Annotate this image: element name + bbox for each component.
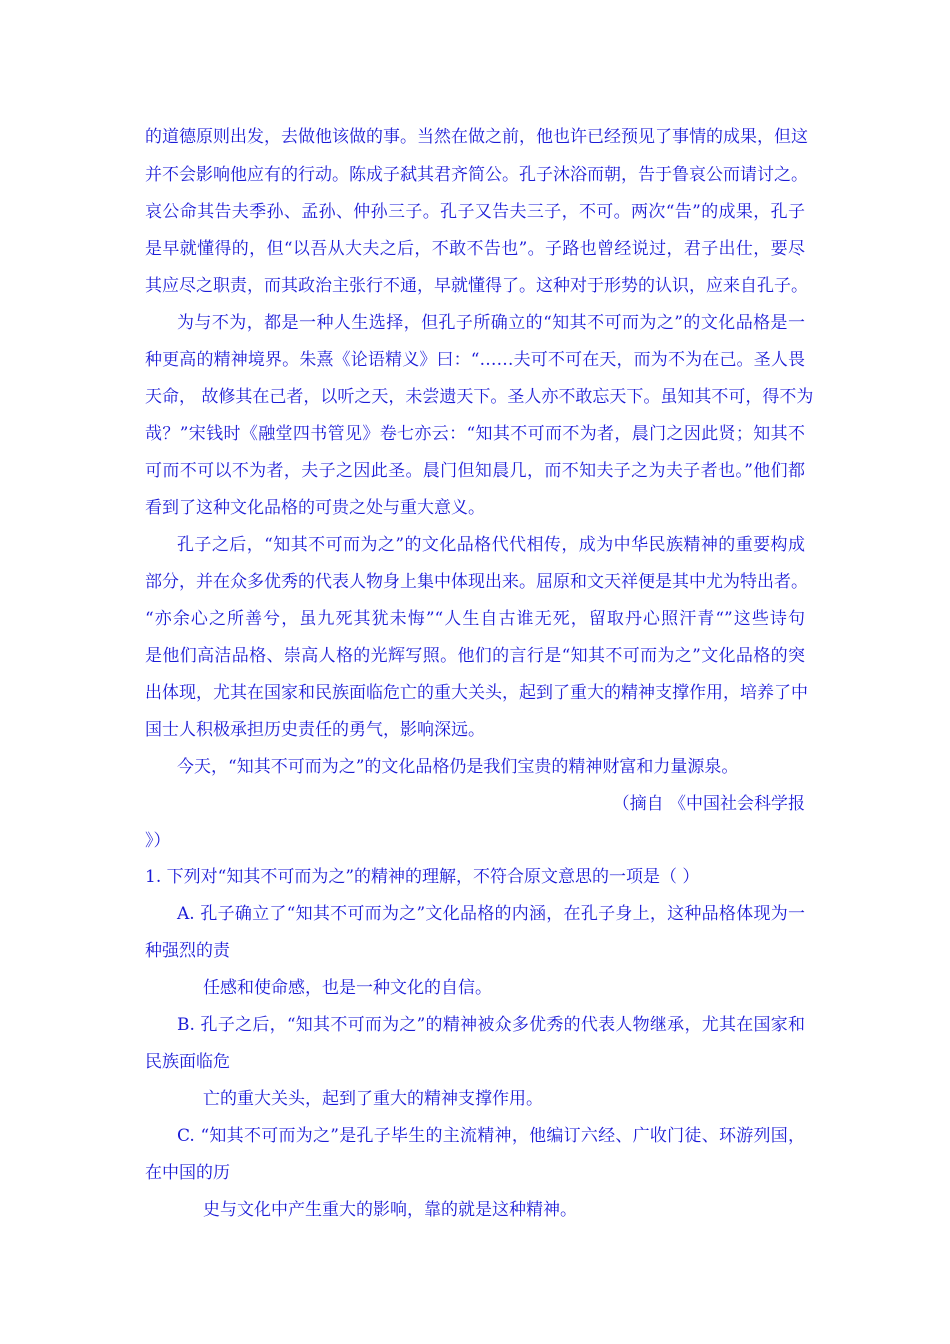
option-a-line3: 任感和使命感，也是一种文化的自信。: [203, 978, 492, 998]
source-citation-end: 》）: [145, 831, 171, 851]
option-c-line2: 在中国的历: [145, 1163, 230, 1183]
passage-line: 是早就懂得的，但“以吾从大夫之后，不敢不告也”。子路也曾经说过，君子出仕，要尽: [145, 239, 805, 259]
paragraph-start: 孔子之后，“知其不可而为之”的文化品格代代相传，成为中华民族精神的重要构成: [177, 535, 805, 555]
question-stem: 1. 下列对“知其不可而为之”的精神的理解，不符合原文意思的一项是（ ）: [145, 867, 700, 887]
passage-line: 其应尽之职责，而其政治主张行不通，早就懂得了。这种对于形势的认识，应来自孔子。: [145, 276, 808, 296]
passage-line: 哀公命其告夫季孙、孟孙、仲孙三子。孔子又告夫三子，不可。两次“告”的成果，孔子: [145, 202, 805, 222]
passage-line: 出体现，尤其在国家和民族面临危亡的重大关头，起到了重大的精神支撑作用，培养了中: [145, 683, 808, 703]
paragraph-start: 今天，“知其不可而为之”的文化品格仍是我们宝贵的精神财富和力量源泉。: [177, 757, 739, 777]
option-c-line3: 史与文化中产生重大的影响，靠的就是这种精神。: [203, 1200, 577, 1220]
passage-line: “亦余心之所善兮，虽九死其犹未悔”“人生自古谁无死，留取丹心照汗青“”这些诗句: [145, 609, 805, 629]
source-citation: （摘自 《中国社会科学报: [612, 794, 805, 814]
passage-line: 国士人积极承担历史责任的勇气，影响深远。: [145, 720, 485, 740]
option-c-line1: C. “知其不可而为之”是孔子毕生的主流精神，他编订六经、广收门徒、环游列国，: [177, 1126, 805, 1146]
option-a-line2: 种强烈的责: [145, 941, 230, 961]
passage-line: 是他们高洁品格、崇高人格的光辉写照。他们的言行是“知其不可而为之”文化品格的突: [145, 646, 805, 666]
option-b-line2: 民族面临危: [145, 1052, 230, 1072]
paragraph-start: 为与不为，都是一种人生选择，但孔子所确立的“知其不可而为之”的文化品格是一: [177, 313, 805, 333]
passage-line: 哉？”宋钱时《融堂四书管见》卷七亦云：“知其不可而不为者，晨门之因此贤；知其不: [145, 424, 805, 444]
passage-line: 可而不可以不为者，夫子之因此圣。晨门但知晨几，而不知夫子之为夫子者也。”他们都: [145, 461, 805, 481]
passage-line: 部分，并在众多优秀的代表人物身上集中体现出来。屈原和文天祥便是其中尤为特出者。: [145, 572, 808, 592]
passage-line: 看到了这种文化品格的可贵之处与重大意义。: [145, 498, 485, 518]
passage-line: 并不会影响他应有的行动。陈成子弑其君齐简公。孔子沐浴而朝，告于鲁哀公而请讨之。: [145, 165, 808, 185]
option-a-line1: A. 孔子确立了“知其不可而为之”文化品格的内涵，在孔子身上，这种品格体现为一: [177, 904, 805, 924]
passage-line: 天命， 故修其在己者，以听之天，未尝遗天下。圣人亦不敢忘天下。虽知其不可，得不为: [145, 387, 814, 407]
option-b-line3: 亡的重大关头，起到了重大的精神支撑作用。: [203, 1089, 543, 1109]
passage-line: 种更高的精神境界。朱熹《论语精义》曰：“……夫可不可在天，而为不为在己。圣人畏: [145, 350, 805, 370]
option-b-line1: B. 孔子之后，“知其不可而为之”的精神被众多优秀的代表人物继承，尤其在国家和: [177, 1015, 805, 1035]
passage-line: 的道德原则出发，去做他该做的事。当然在做之前，他也许已经预见了事情的成果，但这: [145, 127, 808, 147]
